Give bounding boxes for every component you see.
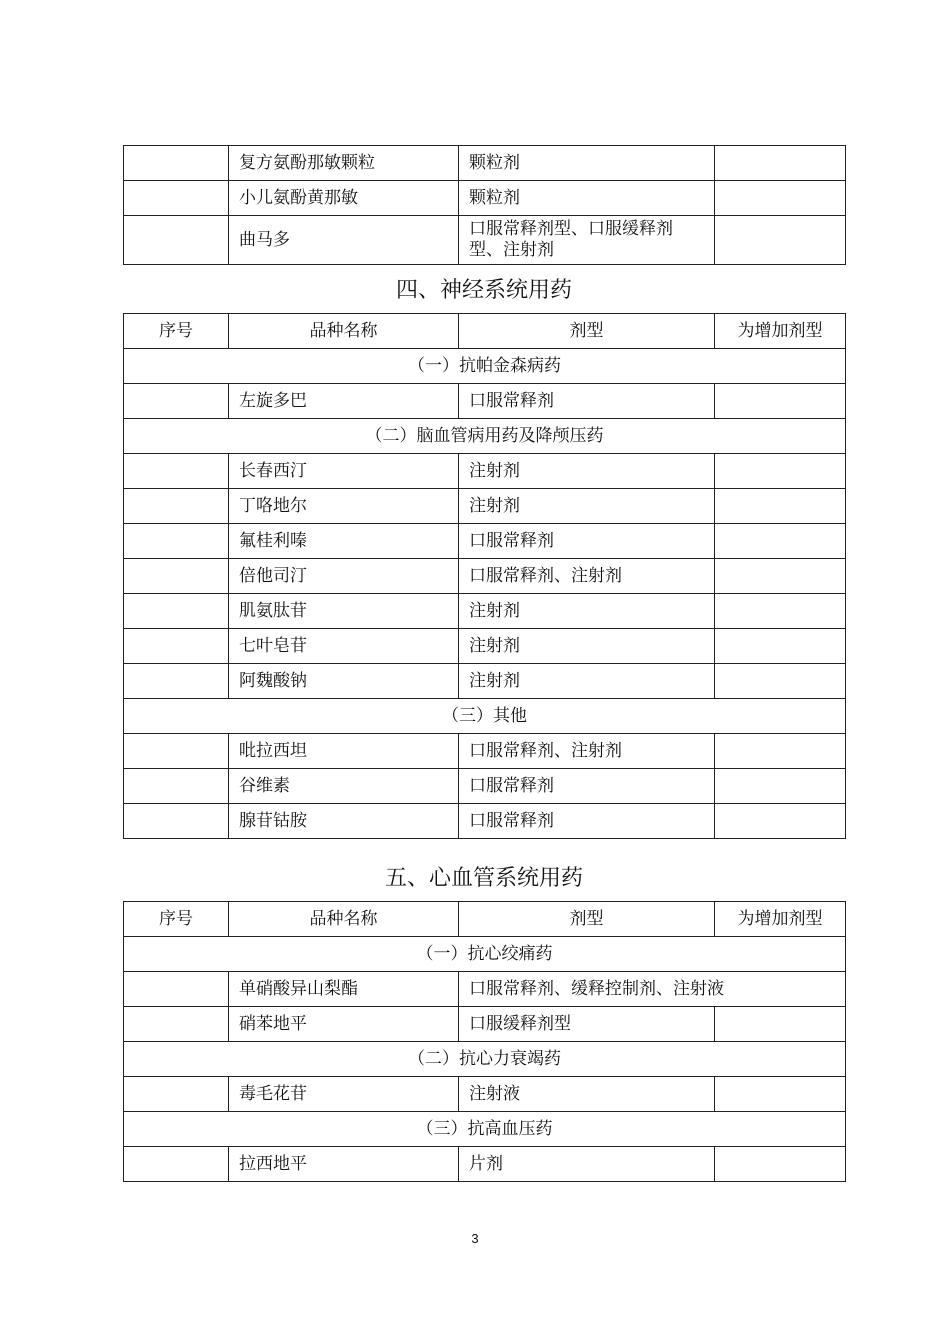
seq-cell — [124, 216, 229, 265]
drug-name-cell: 硝苯地平 — [229, 1007, 459, 1042]
dosage-form-cell: 口服常释剂 — [459, 524, 715, 559]
drug-name-cell: 复方氨酚那敏颗粒 — [229, 146, 459, 181]
added-form-cell — [715, 454, 846, 489]
table-row — [124, 559, 846, 594]
drug-name-cell: 阿魏酸钠 — [229, 664, 459, 699]
dosage-form-cell: 口服常释剂、注射剂 — [459, 559, 715, 594]
table-row — [124, 384, 846, 419]
seq-cell — [124, 594, 229, 629]
table-row — [124, 1007, 846, 1042]
category-label: （三）其他 — [124, 699, 846, 734]
page-number: 3 — [471, 1231, 479, 1246]
category-label: （二）抗心力衰竭药 — [124, 1042, 846, 1077]
added-form-cell — [715, 769, 846, 804]
header-seq: 序号 — [124, 314, 229, 349]
dosage-form-cell: 片剂 — [459, 1147, 715, 1182]
cardiovascular-drug-table — [123, 901, 846, 1182]
table-row — [124, 664, 846, 699]
added-form-cell — [715, 804, 846, 839]
category-label: （一）抗心绞痛药 — [124, 937, 846, 972]
category-row — [124, 1042, 846, 1077]
seq-cell — [124, 524, 229, 559]
header-drug-name: 品种名称 — [229, 314, 459, 349]
dosage-form-cell: 口服常释剂 — [459, 769, 715, 804]
drug-name-cell: 肌氨肽苷 — [229, 594, 459, 629]
table-row — [124, 1147, 846, 1182]
table-row — [124, 1077, 846, 1112]
drug-name-cell: 单硝酸异山梨酯 — [229, 972, 459, 1007]
added-form-cell — [715, 146, 846, 181]
seq-cell — [124, 181, 229, 216]
section-title: 四、神经系统用药 — [395, 278, 572, 303]
seq-cell — [124, 664, 229, 699]
seq-cell — [124, 629, 229, 664]
header-dosage-form: 剂型 — [459, 314, 715, 349]
seq-cell — [124, 1007, 229, 1042]
added-form-cell — [715, 384, 846, 419]
dosage-form-cell: 颗粒剂 — [459, 181, 715, 216]
category-row — [124, 699, 846, 734]
table-row — [124, 216, 846, 265]
seq-cell — [124, 559, 229, 594]
added-form-cell — [715, 664, 846, 699]
added-form-cell — [715, 216, 846, 265]
drug-name-cell: 谷维素 — [229, 769, 459, 804]
table-row — [124, 146, 846, 181]
dosage-form-cell: 口服常释剂、注射剂 — [459, 734, 715, 769]
added-form-cell — [715, 1077, 846, 1112]
drug-name-cell: 腺苷钴胺 — [229, 804, 459, 839]
seq-cell — [124, 804, 229, 839]
section-title: 五、心血管系统用药 — [384, 866, 583, 891]
dosage-form-cell: 注射剂 — [459, 489, 715, 524]
header-added-form: 为增加剂型 — [715, 902, 846, 937]
drug-name-cell: 曲马多 — [229, 216, 459, 265]
drug-name-cell: 丁咯地尔 — [229, 489, 459, 524]
drug-name-cell: 氟桂利嗪 — [229, 524, 459, 559]
category-label: （一）抗帕金森病药 — [124, 349, 846, 384]
category-row — [124, 349, 846, 384]
table-row — [124, 734, 846, 769]
added-form-cell — [715, 181, 846, 216]
seq-cell — [124, 972, 229, 1007]
table-row — [124, 454, 846, 489]
dosage-form-cell: 口服常释剂型、口服缓释剂型、注射剂 — [459, 216, 715, 265]
added-form-cell — [715, 734, 846, 769]
seq-cell — [124, 1077, 229, 1112]
added-form-cell — [715, 594, 846, 629]
category-label: （二）脑血管病用药及降颅压药 — [124, 419, 846, 454]
drug-name-cell: 吡拉西坦 — [229, 734, 459, 769]
seq-cell — [124, 454, 229, 489]
table-row — [124, 489, 846, 524]
added-form-cell — [715, 524, 846, 559]
dosage-form-cell: 口服常释剂、缓释控制剂、注射液 — [459, 972, 846, 1007]
added-form-cell — [715, 559, 846, 594]
drug-name-cell: 倍他司汀 — [229, 559, 459, 594]
added-form-cell — [715, 629, 846, 664]
table-row — [124, 972, 846, 1007]
dosage-form-cell: 颗粒剂 — [459, 146, 715, 181]
dosage-form-cell: 注射剂 — [459, 629, 715, 664]
added-form-cell — [715, 1007, 846, 1042]
nervous-system-drug-table — [123, 313, 846, 839]
table-row — [124, 629, 846, 664]
table-row — [124, 524, 846, 559]
table-row — [124, 594, 846, 629]
category-row — [124, 419, 846, 454]
dosage-form-cell: 注射液 — [459, 1077, 715, 1112]
drug-name-cell: 毒毛花苷 — [229, 1077, 459, 1112]
drug-name-cell: 小儿氨酚黄那敏 — [229, 181, 459, 216]
added-form-cell — [715, 489, 846, 524]
dosage-form-cell: 注射剂 — [459, 454, 715, 489]
seq-cell — [124, 146, 229, 181]
dosage-form-cell: 口服常释剂 — [459, 384, 715, 419]
header-seq: 序号 — [124, 902, 229, 937]
seq-cell — [124, 734, 229, 769]
table-row — [124, 769, 846, 804]
category-row — [124, 937, 846, 972]
table-header-row — [124, 314, 846, 349]
dosage-form-cell: 注射剂 — [459, 664, 715, 699]
category-label: （三）抗高血压药 — [124, 1112, 846, 1147]
dosage-form-cell: 口服缓释剂型 — [459, 1007, 715, 1042]
drug-name-cell: 七叶皂苷 — [229, 629, 459, 664]
continued-drug-table — [123, 145, 846, 265]
seq-cell — [124, 384, 229, 419]
seq-cell — [124, 769, 229, 804]
header-added-form: 为增加剂型 — [715, 314, 846, 349]
table-header-row — [124, 902, 846, 937]
dosage-form-cell: 口服常释剂 — [459, 804, 715, 839]
added-form-cell — [715, 1147, 846, 1182]
category-row — [124, 1112, 846, 1147]
table-row — [124, 804, 846, 839]
drug-name-cell: 左旋多巴 — [229, 384, 459, 419]
header-dosage-form: 剂型 — [459, 902, 715, 937]
drug-name-cell: 拉西地平 — [229, 1147, 459, 1182]
table-row — [124, 181, 846, 216]
seq-cell — [124, 1147, 229, 1182]
drug-name-cell: 长春西汀 — [229, 454, 459, 489]
dosage-form-cell: 注射剂 — [459, 594, 715, 629]
seq-cell — [124, 489, 229, 524]
header-drug-name: 品种名称 — [229, 902, 459, 937]
